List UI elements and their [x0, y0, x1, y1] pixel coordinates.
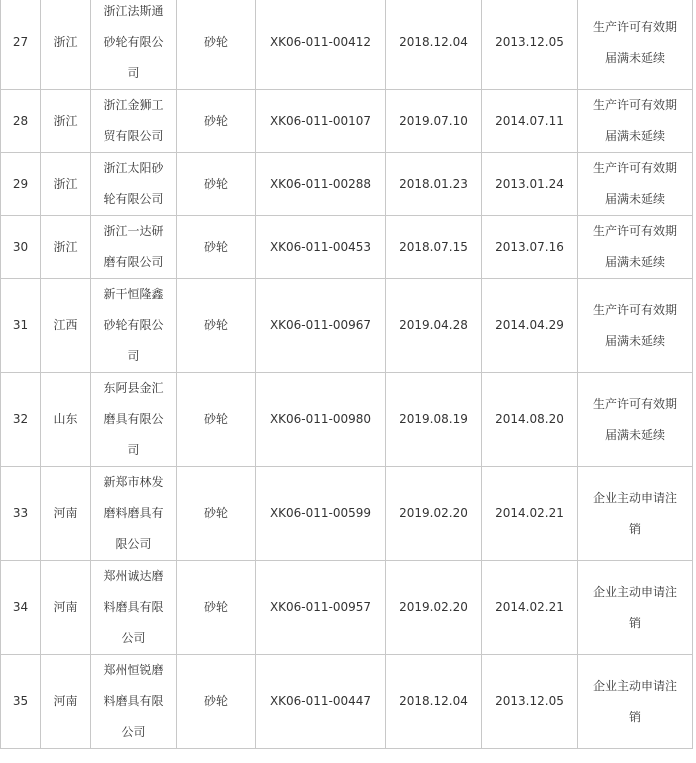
license-number-cell: XK06-011-00107 — [256, 90, 386, 153]
issue-date-cell: 2014.08.20 — [482, 373, 578, 467]
expiry-date-cell: 2018.12.04 — [386, 655, 482, 749]
expiry-date-cell: 2019.08.19 — [386, 373, 482, 467]
license-number-cell: XK06-011-00288 — [256, 153, 386, 216]
product-cell: 砂轮 — [177, 467, 256, 561]
company-name-cell: 浙江太阳砂轮有限公司 — [91, 153, 177, 216]
license-number-cell: XK06-011-00447 — [256, 655, 386, 749]
table-row — [1, 153, 693, 216]
product-cell: 砂轮 — [177, 0, 256, 90]
cancellation-reason-cell: 生产许可有效期届满未延续 — [578, 279, 693, 373]
province-cell: 浙江 — [41, 0, 91, 90]
row-number: 29 — [1, 153, 41, 216]
cancellation-reason-cell: 生产许可有效期届满未延续 — [578, 216, 693, 279]
province-cell: 浙江 — [41, 216, 91, 279]
table-row — [1, 279, 693, 373]
company-name-cell: 新干恒隆鑫砂轮有限公司 — [91, 279, 177, 373]
issue-date-cell: 2014.02.21 — [482, 561, 578, 655]
company-name-cell: 郑州恒锐磨料磨具有限公司 — [91, 655, 177, 749]
issue-date-cell: 2013.12.05 — [482, 655, 578, 749]
province-cell: 河南 — [41, 467, 91, 561]
product-cell: 砂轮 — [177, 373, 256, 467]
product-cell: 砂轮 — [177, 655, 256, 749]
cancellation-reason-cell: 生产许可有效期届满未延续 — [578, 90, 693, 153]
row-number: 30 — [1, 216, 41, 279]
province-cell: 浙江 — [41, 90, 91, 153]
row-number: 32 — [1, 373, 41, 467]
table-row — [1, 90, 693, 153]
table-row — [1, 467, 693, 561]
table-row — [1, 561, 693, 655]
row-number: 28 — [1, 90, 41, 153]
province-cell: 河南 — [41, 655, 91, 749]
table-row — [1, 0, 693, 90]
row-number: 27 — [1, 0, 41, 90]
issue-date-cell: 2014.07.11 — [482, 90, 578, 153]
province-cell: 浙江 — [41, 153, 91, 216]
expiry-date-cell: 2018.12.04 — [386, 0, 482, 90]
product-cell: 砂轮 — [177, 216, 256, 279]
cancellation-reason-cell: 企业主动申请注销 — [578, 655, 693, 749]
license-number-cell: XK06-011-00957 — [256, 561, 386, 655]
company-name-cell: 东阿县金汇磨具有限公司 — [91, 373, 177, 467]
cancellation-reason-cell: 生产许可有效期届满未延续 — [578, 373, 693, 467]
issue-date-cell: 2013.07.16 — [482, 216, 578, 279]
province-cell: 山东 — [41, 373, 91, 467]
company-name-cell: 浙江一达研磨有限公司 — [91, 216, 177, 279]
row-number: 31 — [1, 279, 41, 373]
company-name-cell: 浙江金狮工贸有限公司 — [91, 90, 177, 153]
issue-date-cell: 2014.04.29 — [482, 279, 578, 373]
expiry-date-cell: 2019.02.20 — [386, 467, 482, 561]
issue-date-cell: 2013.01.24 — [482, 153, 578, 216]
license-number-cell: XK06-011-00980 — [256, 373, 386, 467]
expiry-date-cell: 2019.07.10 — [386, 90, 482, 153]
issue-date-cell: 2013.12.05 — [482, 0, 578, 90]
expiry-date-cell: 2018.07.15 — [386, 216, 482, 279]
cancellation-reason-cell: 企业主动申请注销 — [578, 561, 693, 655]
product-cell: 砂轮 — [177, 561, 256, 655]
cancellation-reason-cell: 企业主动申请注销 — [578, 467, 693, 561]
issue-date-cell: 2014.02.21 — [482, 467, 578, 561]
province-cell: 河南 — [41, 561, 91, 655]
product-cell: 砂轮 — [177, 153, 256, 216]
license-number-cell: XK06-011-00412 — [256, 0, 386, 90]
expiry-date-cell: 2019.02.20 — [386, 561, 482, 655]
row-number: 35 — [1, 655, 41, 749]
row-number: 33 — [1, 467, 41, 561]
row-number: 34 — [1, 561, 41, 655]
province-cell: 江西 — [41, 279, 91, 373]
table-row — [1, 373, 693, 467]
table-row — [1, 655, 693, 749]
expiry-date-cell: 2018.01.23 — [386, 153, 482, 216]
license-number-cell: XK06-011-00967 — [256, 279, 386, 373]
product-cell: 砂轮 — [177, 90, 256, 153]
company-name-cell: 浙江法斯通砂轮有限公司 — [91, 0, 177, 90]
license-number-cell: XK06-011-00453 — [256, 216, 386, 279]
table-row — [1, 216, 693, 279]
expiry-date-cell: 2019.04.28 — [386, 279, 482, 373]
company-name-cell: 新郑市林发磨料磨具有限公司 — [91, 467, 177, 561]
company-name-cell: 郑州诚达磨料磨具有限公司 — [91, 561, 177, 655]
cancellation-reason-cell: 生产许可有效期届满未延续 — [578, 153, 693, 216]
license-number-cell: XK06-011-00599 — [256, 467, 386, 561]
cancellation-reason-cell: 生产许可有效期届满未延续 — [578, 0, 693, 90]
product-cell: 砂轮 — [177, 279, 256, 373]
